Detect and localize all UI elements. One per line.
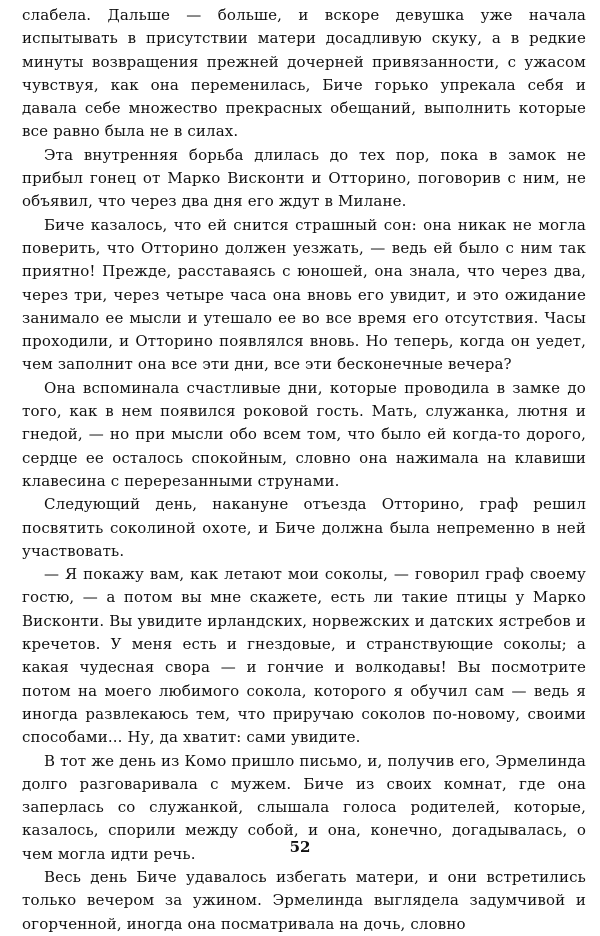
paragraph-2: Эта внутренняя борьба длилась до тех пор, пока в замок не прибыл гонец от Марко Висконти и Отторино, поговорив с ним, не объявил, что через два дня его ждут в Милане. <box>22 145 586 211</box>
paragraph-4: Она вспоминала счастливые дни, которые проводила в замке до того, как в нем появился роковой гость. Мать, служанка, лютня и гнедой, — но при мысли обо всем том, что было ей когда-то дорого, сердце ее осталось спокойным, словно она нажимала на клавиши клавесина с перерезанными струнами. <box>22 378 586 490</box>
page-body <box>22 4 586 936</box>
paragraph-5: Следующий день, накануне отъезда Отторино, граф решил посвятить соколиной охоте, и Биче должна была непременно в ней участвовать. <box>22 495 586 560</box>
paragraph-6: — Я покажу вам, как летают мои соколы, — говорил граф своему гостю, — а потом вы мне скажете, есть ли такие птицы у Марко Висконти. Вы увидите ирландских, норвежских и датских ястребов и кречетов. У меня есть и гнездовые, и странствующие соколы; а какая чудесная свора — и гончие и волкодавы! Вы посмотрите потом на моего любимого сокола, которого я обучил сам — ведь я иногда развлекаюсь тем, что приручаю соколов по-новому, своими способами... Ну, да хватит: сами увидите. <box>22 565 586 747</box>
paragraph-1: слабела. Дальше — больше, и вскоре девушка уже начала испытывать в присутствии матери досадливую скуку, а в редкие минуты возвращения прежней дочерней привязанности, с ужасом чувствуя, как она переменилась, Биче горько упрекала себя и давала себе множество прекрасных обещаний, выполнить которые все равно была не в силах. <box>22 6 586 141</box>
paragraph-8: Весь день Биче удавалось избегать матери, и они встретились только вечером за ужином. Эрмелинда выглядела задумчивой и огорченной, иногда она посматривала на дочь, словно <box>22 867 586 933</box>
paragraph-3: Биче казалось, что ей снится страшный сон: она никак не могла поверить, что Отторино должен уезжать, — ведь ей было с ним так приятно! Прежде, расставаясь с юношей, она знала, что через два, через три, через четыре часа она вновь его увидит, и это ожидание занимало ее мысли и утешало ее во все время его отсутствия. Часы проходили, и Отторино появлялся вновь. Но теперь, когда он уедет, чем заполнит она все эти дни, все эти бесконечные вечера? <box>22 215 586 374</box>
paragraph-7: В тот же день из Комо пришло письмо, и, получив его, Эрмелинда долго разговаривала с мужем. Биче из своих комнат, где она заперлась со служанкой, слышала голоса родителей, которые, казалось, спорили между собой, и она, конечно, догадывалась, о чем могла идти речь. <box>22 751 586 863</box>
page-number: 52 <box>289 838 311 856</box>
